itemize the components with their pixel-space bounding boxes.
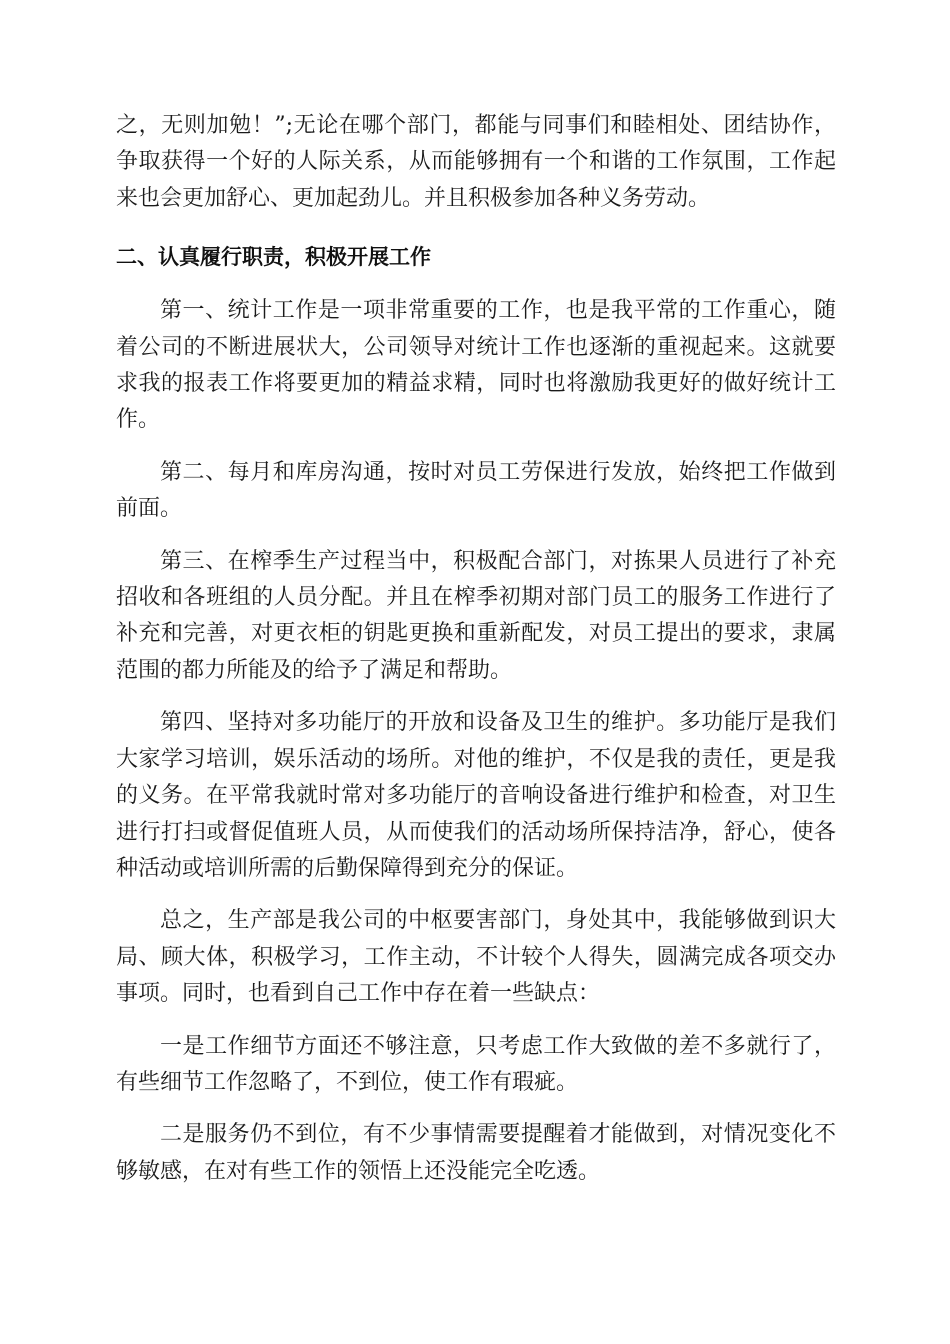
document-page — [116, 108, 836, 1206]
paragraph-first-statistics: 第一、统计工作是一项非常重要的工作，也是我平常的工作重心，随着公司的不断进展状大，公司领导对统计工作也逐渐的重视起来。这就要求我的报表工作将要更加的精益求精，同时也将激励我更好的做好统计工作。 — [116, 298, 836, 433]
paragraph-shortcoming-two: 二是服务仍不到位，有不少事情需要提醒着才能做到，对情况变化不够敏感，在对有些工作的领悟上还没能完全吃透。 — [116, 1122, 836, 1184]
paragraph-continued: 之，无则加勉！”;无论在哪个部门，都能与同事们和睦相处、团结协作，争取获得一个好的人际关系，从而能够拥有一个和谐的工作氛围，工作起来也会更加舒心、更加起劲儿。并且积极参加各种义务劳动。 — [116, 113, 836, 211]
paragraph-third-staffing: 第三、在榨季生产过程当中，积极配合部门，对拣果人员进行了补充招收和各班组的人员分配。并且在榨季初期对部门员工的服务工作进行了补充和完善，对更衣柜的钥匙更换和重新配发，对员工提出的要求，隶属范围的都力所能及的给予了满足和帮助。 — [116, 548, 836, 683]
paragraph-summary: 总之，生产部是我公司的中枢要害部门，身处其中，我能够做到识大局、顾大体，积极学习，工作主动，不计较个人得失，圆满完成各项交办事项。同时，也看到自己工作中存在着一些缺点： — [116, 908, 836, 1007]
section-heading: 二、认真履行职责，积极开展工作 — [116, 245, 431, 270]
paragraph-shortcoming-one: 一是工作细节方面还不够注意，只考虑工作大致做的差不多就行了，有些细节工作忽略了，不到位，使工作有瑕疵。 — [116, 1033, 836, 1095]
paragraph-second-supplies: 第二、每月和库房沟通，按时对员工劳保进行发放，始终把工作做到前面。 — [116, 459, 836, 522]
paragraph-fourth-hall-maintenance: 第四、坚持对多功能厅的开放和设备及卫生的维护。多功能厅是我们大家学习培训，娱乐活动的场所。对他的维护，不仅是我的责任，更是我的义务。在平常我就时常对多功能厅的音响设备进行维护和检查，对卫生进行打扫或督促值班人员，从而使我们的活动场所保持洁净，舒心，使各种活动或培训所需的后勤保障得到充分的保证。 — [116, 710, 836, 881]
